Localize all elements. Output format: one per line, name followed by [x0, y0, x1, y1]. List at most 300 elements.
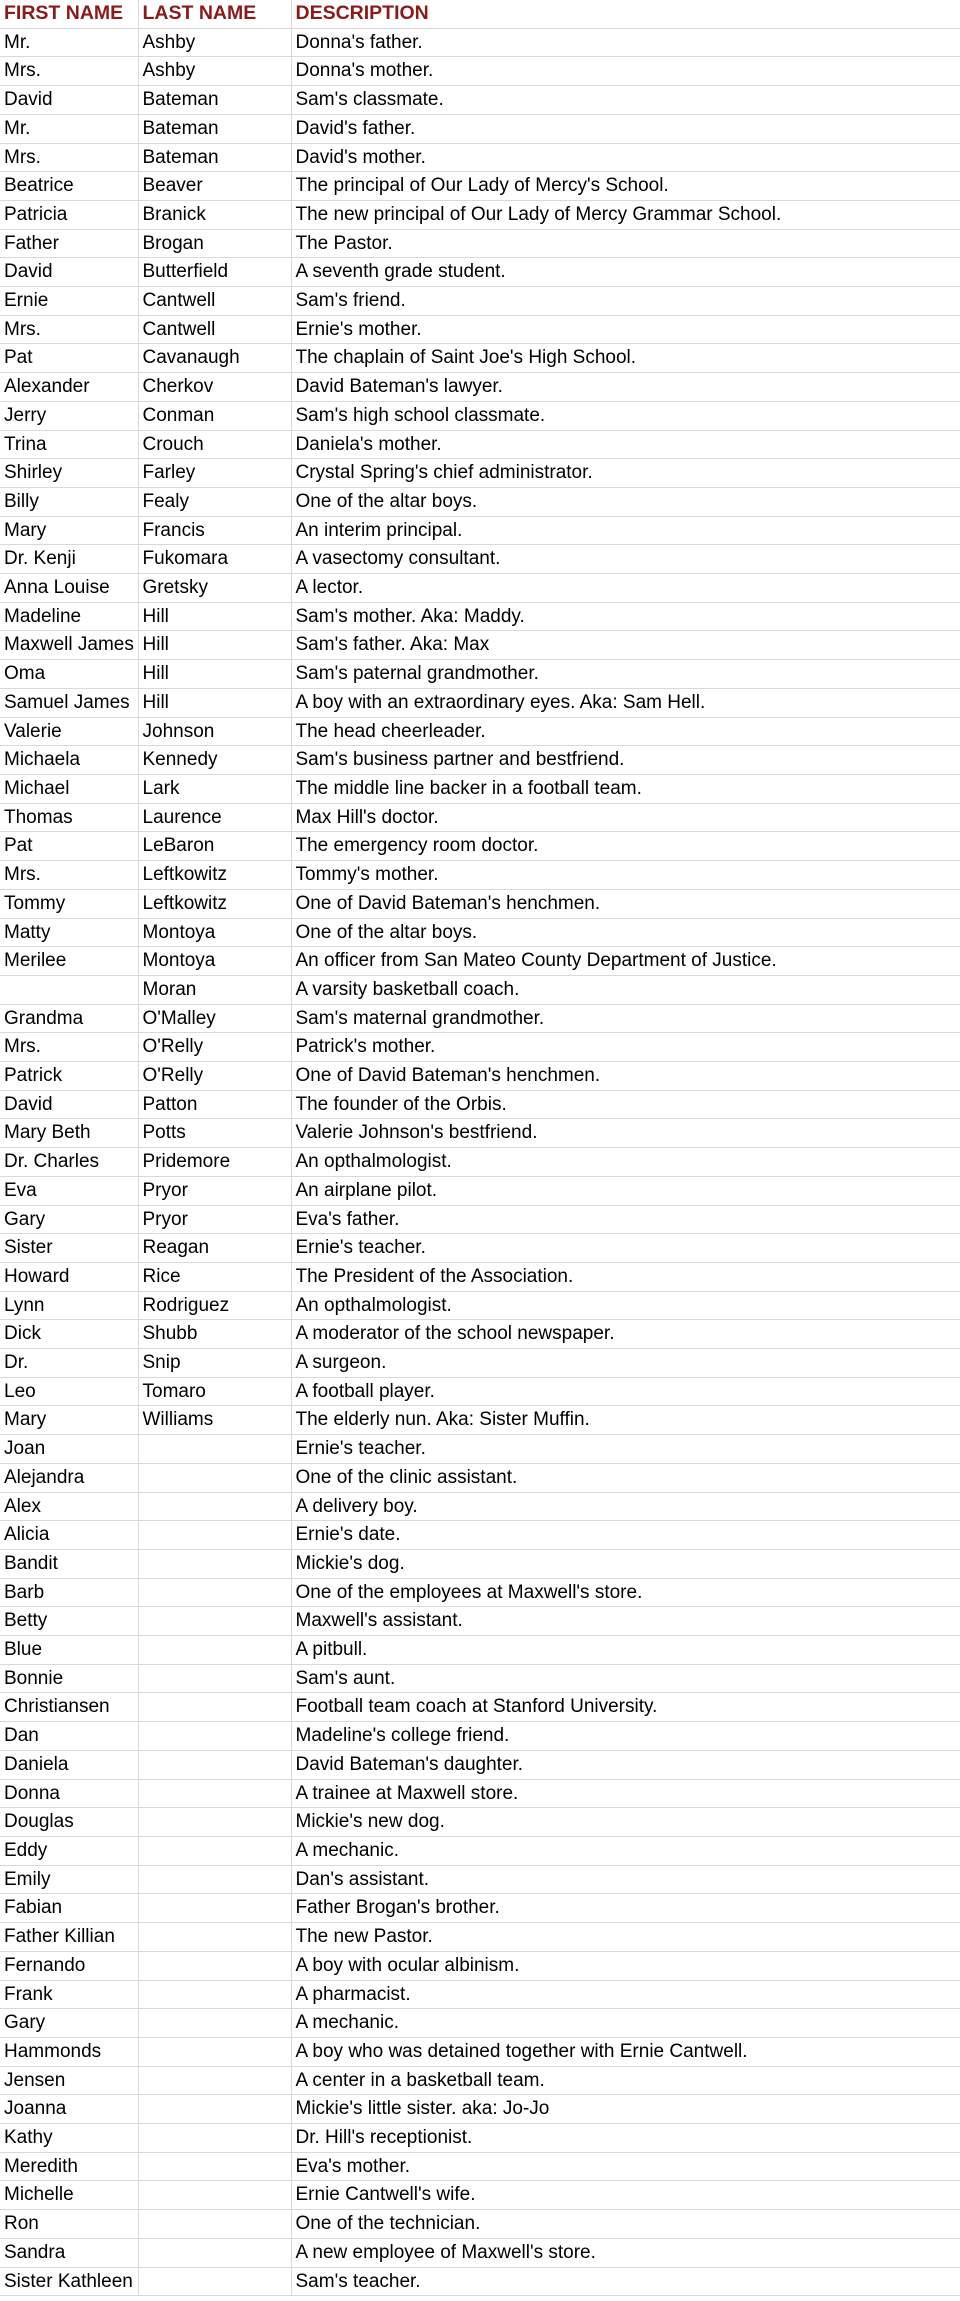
first-name-cell: Alejandra [0, 1463, 138, 1492]
table-row [0, 1779, 960, 1808]
description-cell: One of David Bateman's henchmen. [291, 889, 960, 918]
last-name-cell [138, 1837, 291, 1866]
table-row [0, 717, 960, 746]
first-name-cell: Thomas [0, 803, 138, 832]
first-name-cell: Grandma [0, 1004, 138, 1033]
last-name-cell: Snip [138, 1349, 291, 1378]
table-row [0, 975, 960, 1004]
first-name-cell: Mr. [0, 114, 138, 143]
last-name-cell: Conman [138, 401, 291, 430]
first-name-cell: Dick [0, 1320, 138, 1349]
first-name-cell: Meredith [0, 2152, 138, 2181]
description-cell: A center in a basketball team. [291, 2066, 960, 2095]
description-cell: An airplane pilot. [291, 1176, 960, 1205]
last-name-cell: Beaver [138, 172, 291, 201]
table-row [0, 660, 960, 689]
last-name-cell [138, 2210, 291, 2239]
last-name-cell: Johnson [138, 717, 291, 746]
table-row [0, 1176, 960, 1205]
description-cell: Max Hill's doctor. [291, 803, 960, 832]
first-name-cell: Betty [0, 1607, 138, 1636]
table-row [0, 832, 960, 861]
description-cell: Football team coach at Stanford University. [291, 1693, 960, 1722]
table-row [0, 1291, 960, 1320]
first-name-cell: Sister [0, 1234, 138, 1263]
last-name-cell: Potts [138, 1119, 291, 1148]
description-cell: Sam's high school classmate. [291, 401, 960, 430]
first-name-cell: Dan [0, 1722, 138, 1751]
table-row [0, 1578, 960, 1607]
first-name-cell: Emily [0, 1865, 138, 1894]
last-name-cell: Williams [138, 1406, 291, 1435]
first-name-cell: Daniela [0, 1750, 138, 1779]
first-name-cell: Shirley [0, 459, 138, 488]
description-cell: A pitbull. [291, 1636, 960, 1665]
last-name-cell: Bateman [138, 143, 291, 172]
first-name-cell: Trina [0, 430, 138, 459]
table-row [0, 2095, 960, 2124]
description-cell: A football player. [291, 1377, 960, 1406]
header-first-name: FIRST NAME [0, 0, 138, 28]
last-name-cell: Pridemore [138, 1148, 291, 1177]
first-name-cell: Alicia [0, 1521, 138, 1550]
description-cell: The principal of Our Lady of Mercy's School. [291, 172, 960, 201]
description-cell: Ernie's mother. [291, 315, 960, 344]
table-row [0, 1349, 960, 1378]
description-cell: A boy with ocular albinism. [291, 1951, 960, 1980]
table-row [0, 430, 960, 459]
description-cell: The head cheerleader. [291, 717, 960, 746]
table-row [0, 2267, 960, 2296]
description-cell: Eva's father. [291, 1205, 960, 1234]
table-row [0, 200, 960, 229]
table-row [0, 1262, 960, 1291]
last-name-cell: Shubb [138, 1320, 291, 1349]
last-name-cell: Ashby [138, 57, 291, 86]
last-name-cell: Bateman [138, 114, 291, 143]
description-cell: Ernie's teacher. [291, 1234, 960, 1263]
table-row [0, 774, 960, 803]
table-row [0, 258, 960, 287]
description-cell: Sam's maternal grandmother. [291, 1004, 960, 1033]
last-name-cell [138, 2152, 291, 2181]
first-name-cell: Ron [0, 2210, 138, 2239]
table-row [0, 918, 960, 947]
description-cell: Sam's friend. [291, 287, 960, 316]
last-name-cell: Fukomara [138, 545, 291, 574]
last-name-cell [138, 1664, 291, 1693]
description-cell: Madeline's college friend. [291, 1722, 960, 1751]
last-name-cell: O'Relly [138, 1033, 291, 1062]
first-name-cell: Barb [0, 1578, 138, 1607]
description-cell: An opthalmologist. [291, 1148, 960, 1177]
last-name-cell: Fealy [138, 487, 291, 516]
description-cell: The elderly nun. Aka: Sister Muffin. [291, 1406, 960, 1435]
first-name-cell: Joan [0, 1435, 138, 1464]
table-row [0, 1664, 960, 1693]
first-name-cell: Samuel James [0, 688, 138, 717]
first-name-cell: Maxwell James [0, 631, 138, 660]
description-cell: Sam's aunt. [291, 1664, 960, 1693]
last-name-cell: Ashby [138, 28, 291, 57]
description-cell: Sam's teacher. [291, 2267, 960, 2296]
description-cell: Donna's father. [291, 28, 960, 57]
table-row [0, 746, 960, 775]
description-cell: Eva's mother. [291, 2152, 960, 2181]
first-name-cell: Billy [0, 487, 138, 516]
first-name-cell: Mary [0, 1406, 138, 1435]
description-cell: David's father. [291, 114, 960, 143]
description-cell: The new principal of Our Lady of Mercy Grammar School. [291, 200, 960, 229]
first-name-cell: Pat [0, 344, 138, 373]
table-row [0, 1119, 960, 1148]
table-row [0, 1750, 960, 1779]
last-name-cell [138, 2181, 291, 2210]
description-cell: A boy who was detained together with Ernie Cantwell. [291, 2037, 960, 2066]
table-row [0, 2066, 960, 2095]
table-row [0, 2152, 960, 2181]
table-row [0, 1636, 960, 1665]
last-name-cell [138, 1521, 291, 1550]
description-cell: The founder of the Orbis. [291, 1090, 960, 1119]
table-row [0, 1521, 960, 1550]
table-row [0, 344, 960, 373]
first-name-cell: David [0, 86, 138, 115]
first-name-cell: Douglas [0, 1808, 138, 1837]
description-cell: A vasectomy consultant. [291, 545, 960, 574]
last-name-cell: Montoya [138, 918, 291, 947]
first-name-cell: Sister Kathleen [0, 2267, 138, 2296]
last-name-cell: Rice [138, 1262, 291, 1291]
first-name-cell: Eva [0, 1176, 138, 1205]
description-cell: One of the technician. [291, 2210, 960, 2239]
first-name-cell: Patrick [0, 1062, 138, 1091]
last-name-cell: Cantwell [138, 315, 291, 344]
description-cell: A new employee of Maxwell's store. [291, 2238, 960, 2267]
description-cell: Maxwell's assistant. [291, 1607, 960, 1636]
last-name-cell: Leftkowitz [138, 861, 291, 890]
first-name-cell: Madeline [0, 602, 138, 631]
table-row [0, 1980, 960, 2009]
description-cell: Sam's business partner and bestfriend. [291, 746, 960, 775]
description-cell: One of David Bateman's henchmen. [291, 1062, 960, 1091]
description-cell: A lector. [291, 574, 960, 603]
first-name-cell: Mary Beth [0, 1119, 138, 1148]
description-cell: The Pastor. [291, 229, 960, 258]
description-cell: An officer from San Mateo County Department of Justice. [291, 947, 960, 976]
last-name-cell: Butterfield [138, 258, 291, 287]
table-row [0, 1377, 960, 1406]
first-name-cell: Alexander [0, 373, 138, 402]
table-row [0, 1837, 960, 1866]
header-description: DESCRIPTION [291, 0, 960, 28]
table-row [0, 602, 960, 631]
last-name-cell: Lark [138, 774, 291, 803]
table-row [0, 1234, 960, 1263]
last-name-cell: Cavanaugh [138, 344, 291, 373]
table-row [0, 1320, 960, 1349]
description-cell: An interim principal. [291, 516, 960, 545]
first-name-cell: Father [0, 229, 138, 258]
table-row [0, 1894, 960, 1923]
description-cell: Mickie's new dog. [291, 1808, 960, 1837]
table-row [0, 2124, 960, 2153]
first-name-cell: Sandra [0, 2238, 138, 2267]
last-name-cell: Montoya [138, 947, 291, 976]
last-name-cell: Hill [138, 688, 291, 717]
description-cell: Crystal Spring's chief administrator. [291, 459, 960, 488]
first-name-cell: Dr. [0, 1349, 138, 1378]
table-row [0, 1722, 960, 1751]
first-name-cell: Valerie [0, 717, 138, 746]
last-name-cell [138, 1951, 291, 1980]
last-name-cell [138, 1693, 291, 1722]
last-name-cell [138, 1549, 291, 1578]
table-row [0, 1004, 960, 1033]
last-name-cell: Cantwell [138, 287, 291, 316]
first-name-cell: Lynn [0, 1291, 138, 1320]
table-row [0, 1549, 960, 1578]
description-cell: The emergency room doctor. [291, 832, 960, 861]
first-name-cell: Hammonds [0, 2037, 138, 2066]
description-cell: One of the altar boys. [291, 487, 960, 516]
first-name-cell: Blue [0, 1636, 138, 1665]
table-row [0, 1148, 960, 1177]
first-name-cell: Jensen [0, 2066, 138, 2095]
last-name-cell [138, 2095, 291, 2124]
last-name-cell [138, 2037, 291, 2066]
first-name-cell: Joanna [0, 2095, 138, 2124]
last-name-cell: Branick [138, 200, 291, 229]
table-row [0, 803, 960, 832]
last-name-cell: Tomaro [138, 1377, 291, 1406]
last-name-cell [138, 1865, 291, 1894]
first-name-cell: Christiansen [0, 1693, 138, 1722]
last-name-cell [138, 1636, 291, 1665]
last-name-cell [138, 1923, 291, 1952]
header-last-name: LAST NAME [138, 0, 291, 28]
description-cell: Sam's mother. Aka: Maddy. [291, 602, 960, 631]
description-cell: Donna's mother. [291, 57, 960, 86]
table-row [0, 2037, 960, 2066]
last-name-cell: Brogan [138, 229, 291, 258]
description-cell: The middle line backer in a football team. [291, 774, 960, 803]
description-cell: Father Brogan's brother. [291, 1894, 960, 1923]
description-cell: A seventh grade student. [291, 258, 960, 287]
table-row [0, 401, 960, 430]
first-name-cell: Gary [0, 1205, 138, 1234]
first-name-cell: Michael [0, 774, 138, 803]
description-cell: Sam's paternal grandmother. [291, 660, 960, 689]
last-name-cell: O'Malley [138, 1004, 291, 1033]
last-name-cell [138, 2238, 291, 2267]
table-row [0, 1406, 960, 1435]
description-cell: Sam's father. Aka: Max [291, 631, 960, 660]
first-name-cell: Fernando [0, 1951, 138, 1980]
first-name-cell: Patricia [0, 200, 138, 229]
table-row [0, 889, 960, 918]
description-cell: A mechanic. [291, 2009, 960, 2038]
table-row [0, 172, 960, 201]
table-row [0, 545, 960, 574]
last-name-cell: Laurence [138, 803, 291, 832]
last-name-cell: Gretsky [138, 574, 291, 603]
description-cell: A mechanic. [291, 1837, 960, 1866]
table-row [0, 1951, 960, 1980]
first-name-cell: Pat [0, 832, 138, 861]
first-name-cell: Matty [0, 918, 138, 947]
table-row [0, 373, 960, 402]
first-name-cell: Frank [0, 1980, 138, 2009]
description-cell: A surgeon. [291, 1349, 960, 1378]
last-name-cell [138, 1607, 291, 1636]
description-cell: Dr. Hill's receptionist. [291, 2124, 960, 2153]
description-cell: Ernie's teacher. [291, 1435, 960, 1464]
table-row [0, 1865, 960, 1894]
description-cell: Ernie's date. [291, 1521, 960, 1550]
first-name-cell: David [0, 258, 138, 287]
table-row [0, 861, 960, 890]
first-name-cell [0, 975, 138, 1004]
description-cell: One of the employees at Maxwell's store. [291, 1578, 960, 1607]
table-row [0, 1463, 960, 1492]
last-name-cell: Moran [138, 975, 291, 1004]
description-cell: Sam's classmate. [291, 86, 960, 115]
first-name-cell: David [0, 1090, 138, 1119]
last-name-cell: Crouch [138, 430, 291, 459]
last-name-cell: Leftkowitz [138, 889, 291, 918]
first-name-cell: Donna [0, 1779, 138, 1808]
last-name-cell [138, 1750, 291, 1779]
description-cell: Ernie Cantwell's wife. [291, 2181, 960, 2210]
table-row [0, 315, 960, 344]
description-cell: A varsity basketball coach. [291, 975, 960, 1004]
first-name-cell: Beatrice [0, 172, 138, 201]
first-name-cell: Mrs. [0, 143, 138, 172]
description-cell: The President of the Association. [291, 1262, 960, 1291]
description-cell: An opthalmologist. [291, 1291, 960, 1320]
last-name-cell [138, 2124, 291, 2153]
header-row [0, 0, 960, 28]
first-name-cell: Fabian [0, 1894, 138, 1923]
first-name-cell: Mary [0, 516, 138, 545]
first-name-cell: Leo [0, 1377, 138, 1406]
table-row [0, 459, 960, 488]
table-row [0, 947, 960, 976]
first-name-cell: Mrs. [0, 315, 138, 344]
first-name-cell: Father Killian [0, 1923, 138, 1952]
last-name-cell: Pryor [138, 1176, 291, 1205]
description-cell: David Bateman's daughter. [291, 1750, 960, 1779]
table-row [0, 1205, 960, 1234]
first-name-cell: Gary [0, 2009, 138, 2038]
last-name-cell [138, 2267, 291, 2296]
table-row [0, 1090, 960, 1119]
description-cell: A pharmacist. [291, 1980, 960, 2009]
first-name-cell: Michelle [0, 2181, 138, 2210]
first-name-cell: Mrs. [0, 1033, 138, 1062]
last-name-cell: Cherkov [138, 373, 291, 402]
table-row [0, 28, 960, 57]
table-row [0, 2238, 960, 2267]
last-name-cell: Francis [138, 516, 291, 545]
table-row [0, 1062, 960, 1091]
description-cell: The new Pastor. [291, 1923, 960, 1952]
table-row [0, 2181, 960, 2210]
table-row [0, 86, 960, 115]
last-name-cell: Pryor [138, 1205, 291, 1234]
last-name-cell [138, 1894, 291, 1923]
first-name-cell: Mrs. [0, 57, 138, 86]
first-name-cell: Merilee [0, 947, 138, 976]
table-row [0, 2210, 960, 2239]
first-name-cell: Oma [0, 660, 138, 689]
last-name-cell: Bateman [138, 86, 291, 115]
table-row [0, 2009, 960, 2038]
table-row [0, 688, 960, 717]
description-cell: A boy with an extraordinary eyes. Aka: Sam Hell. [291, 688, 960, 717]
first-name-cell: Dr. Kenji [0, 545, 138, 574]
first-name-cell: Eddy [0, 1837, 138, 1866]
table-row [0, 114, 960, 143]
last-name-cell [138, 1779, 291, 1808]
table-row [0, 1607, 960, 1636]
first-name-cell: Kathy [0, 2124, 138, 2153]
description-cell: David Bateman's lawyer. [291, 373, 960, 402]
description-cell: Mickie's dog. [291, 1549, 960, 1578]
table-row [0, 1923, 960, 1952]
first-name-cell: Alex [0, 1492, 138, 1521]
first-name-cell: Mrs. [0, 861, 138, 890]
last-name-cell [138, 1808, 291, 1837]
table-row [0, 229, 960, 258]
first-name-cell: Jerry [0, 401, 138, 430]
description-cell: The chaplain of Saint Joe's High School. [291, 344, 960, 373]
table-row [0, 57, 960, 86]
description-cell: Daniela's mother. [291, 430, 960, 459]
table-row [0, 143, 960, 172]
last-name-cell: LeBaron [138, 832, 291, 861]
first-name-cell: Howard [0, 1262, 138, 1291]
description-cell: A moderator of the school newspaper. [291, 1320, 960, 1349]
last-name-cell: Hill [138, 660, 291, 689]
last-name-cell: Farley [138, 459, 291, 488]
last-name-cell: O'Relly [138, 1062, 291, 1091]
last-name-cell: Hill [138, 602, 291, 631]
first-name-cell: Michaela [0, 746, 138, 775]
last-name-cell [138, 1492, 291, 1521]
first-name-cell: Anna Louise [0, 574, 138, 603]
description-cell: Dan's assistant. [291, 1865, 960, 1894]
description-cell: One of the altar boys. [291, 918, 960, 947]
first-name-cell: Bonnie [0, 1664, 138, 1693]
description-cell: David's mother. [291, 143, 960, 172]
last-name-cell: Reagan [138, 1234, 291, 1263]
first-name-cell: Mr. [0, 28, 138, 57]
table-row [0, 487, 960, 516]
table-row [0, 1808, 960, 1837]
description-cell: Patrick's mother. [291, 1033, 960, 1062]
last-name-cell [138, 1578, 291, 1607]
last-name-cell [138, 1463, 291, 1492]
last-name-cell [138, 1435, 291, 1464]
table-row [0, 1693, 960, 1722]
description-cell: One of the clinic assistant. [291, 1463, 960, 1492]
last-name-cell: Patton [138, 1090, 291, 1119]
last-name-cell [138, 2009, 291, 2038]
first-name-cell: Ernie [0, 287, 138, 316]
table-row [0, 631, 960, 660]
